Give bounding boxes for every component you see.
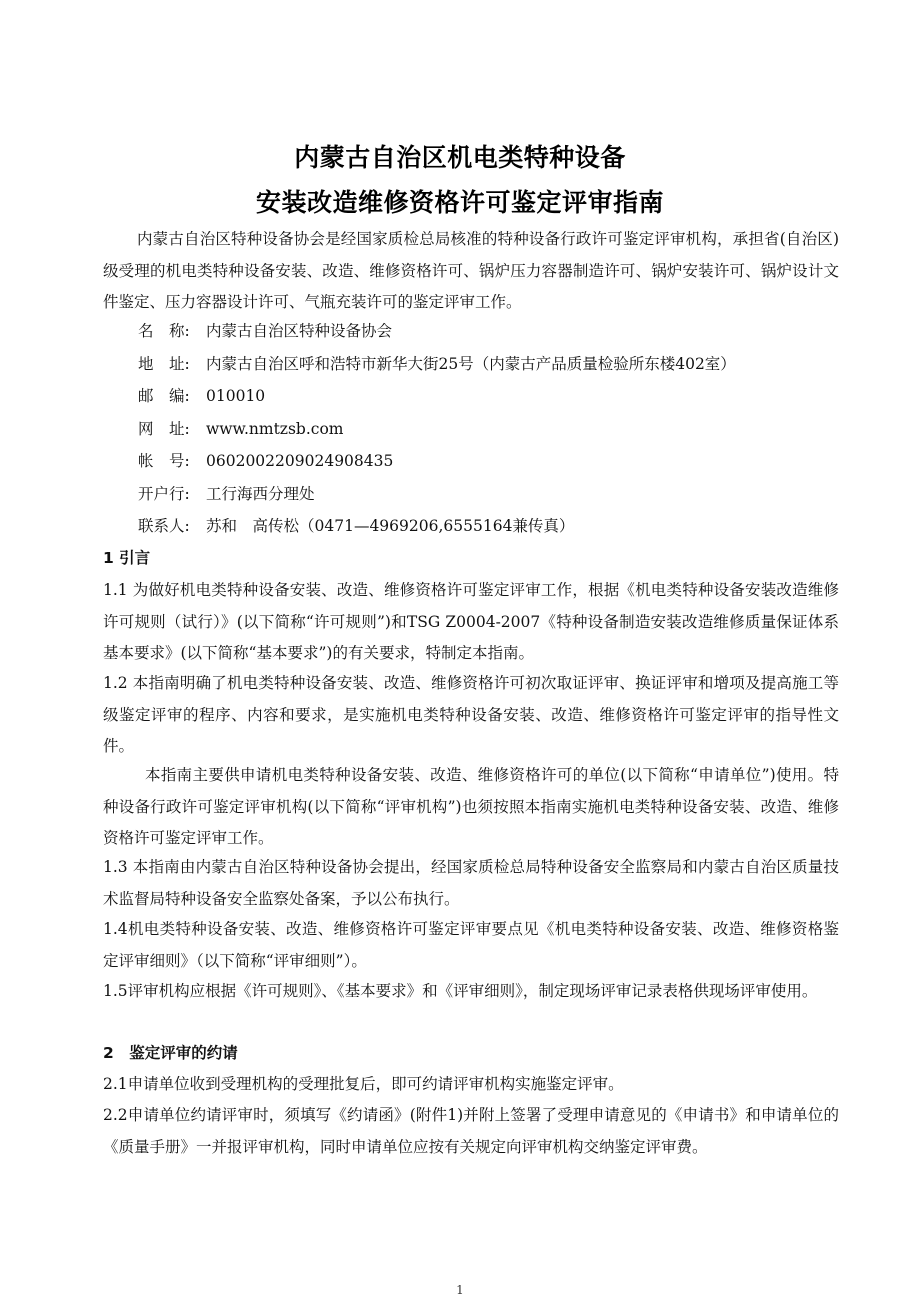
- paragraph-1-5: 1.5评审机构应根据《许可规则》、《基本要求》和《评审细则》，制定现场评审记录表格供现场评审使用。: [103, 982, 818, 1000]
- info-label: 名 称:: [138, 322, 190, 340]
- info-row-website: [138, 414, 343, 446]
- intro-paragraph: 内蒙古自治区特种设备协会是经国家质检总局核准的特种设备行政许可鉴定评审机构，承担省(自治区)级受理的机电类特种设备安装、改造、维修资格许可、锅炉压力容器制造许可、锅炉安装许可、锅炉设计文件鉴定、压力容器设计许可、气瓶充装许可的鉴定评审工作。: [103, 230, 839, 311]
- info-row-address: [138, 349, 736, 381]
- document-title-line-1: 内蒙古自治区机电类特种设备: [294, 143, 626, 172]
- info-value: 工行海西分理处: [206, 485, 315, 503]
- paragraph-1-2: 1.2 本指南明确了机电类特种设备安装、改造、维修资格许可初次取证评审、换证评审和增项及提高施工等级鉴定评审的程序、内容和要求，是实施机电类特种设备安装、改造、维修资格许可鉴定评审的指导性文件。: [103, 674, 839, 755]
- paragraph-1-4: 1.4机电类特种设备安装、改造、维修资格许可鉴定评审要点见《机电类特种设备安装、改造、维修资格鉴定评审细则》（以下简称“评审细则”）。: [103, 920, 839, 970]
- info-label: 联系人:: [138, 517, 190, 535]
- info-row-account: [138, 446, 393, 478]
- paragraph-2-1: 2.1申请单位收到受理机构的受理批复后，即可约请评审机构实施鉴定评审。: [103, 1075, 624, 1093]
- info-value: www.nmtzsb.com: [206, 420, 344, 438]
- paragraph-2-2: 2.2申请单位约请评审时，须填写《约请函》(附件1)并附上签署了受理申请意见的《申请书》和申请单位的《质量手册》一并报评审机构，同时申请单位应按有关规定向评审机构交纳鉴定评审费。: [103, 1106, 839, 1156]
- document-title-line-2: 安装改造维修资格许可鉴定评审指南: [255, 188, 664, 217]
- section-1-heading: 1 引言: [103, 549, 151, 567]
- section-2-heading: 2 鉴定评审的约请: [103, 1044, 238, 1062]
- info-value: 内蒙古自治区呼和浩特市新华大街25号（内蒙古产品质量检验所东楼402室）: [206, 355, 736, 373]
- info-row-bank: [138, 479, 315, 511]
- info-row-postcode: [138, 381, 265, 413]
- paragraph-1-2-b: 本指南主要供申请机电类特种设备安装、改造、维修资格许可的单位(以下简称“申请单位”)使用。特种设备行政许可鉴定评审机构(以下简称“评审机构”)也须按照本指南实施机电类特种设备安装、改造、维修资格许可鉴定评审工作。: [103, 766, 839, 847]
- info-row-name: [138, 316, 392, 348]
- paragraph-1-3: 1.3 本指南由内蒙古自治区特种设备协会提出，经国家质检总局特种设备安全监察局和内蒙古自治区质量技术监督局特种设备安全监察处备案，予以公布执行。: [103, 858, 839, 908]
- page-number: 1: [456, 1283, 464, 1297]
- info-label: 邮 编:: [138, 387, 190, 405]
- info-value: 内蒙古自治区特种设备协会: [206, 322, 393, 340]
- info-value: 苏和 高传松（0471—4969206,6555164兼传真）: [206, 517, 575, 535]
- info-value: 010010: [206, 387, 266, 405]
- info-label: 网 址:: [138, 420, 190, 438]
- info-label: 地 址:: [138, 355, 190, 373]
- info-label: 帐 号:: [138, 452, 190, 470]
- info-label: 开户行:: [138, 485, 190, 503]
- info-value: 0602002209024908435: [206, 452, 394, 470]
- info-row-contact: [138, 511, 574, 543]
- paragraph-1-1: 1.1 为做好机电类特种设备安装、改造、维修资格许可鉴定评审工作，根据《机电类特种设备安装改造维修许可规则（试行）》(以下简称“许可规则”)和TSG Z0004-2007《特种设备制造安装改造维修质量保证体系基本要求》(以下简称“基本要求”)的有关要求，特制定本指南。: [103, 581, 839, 662]
